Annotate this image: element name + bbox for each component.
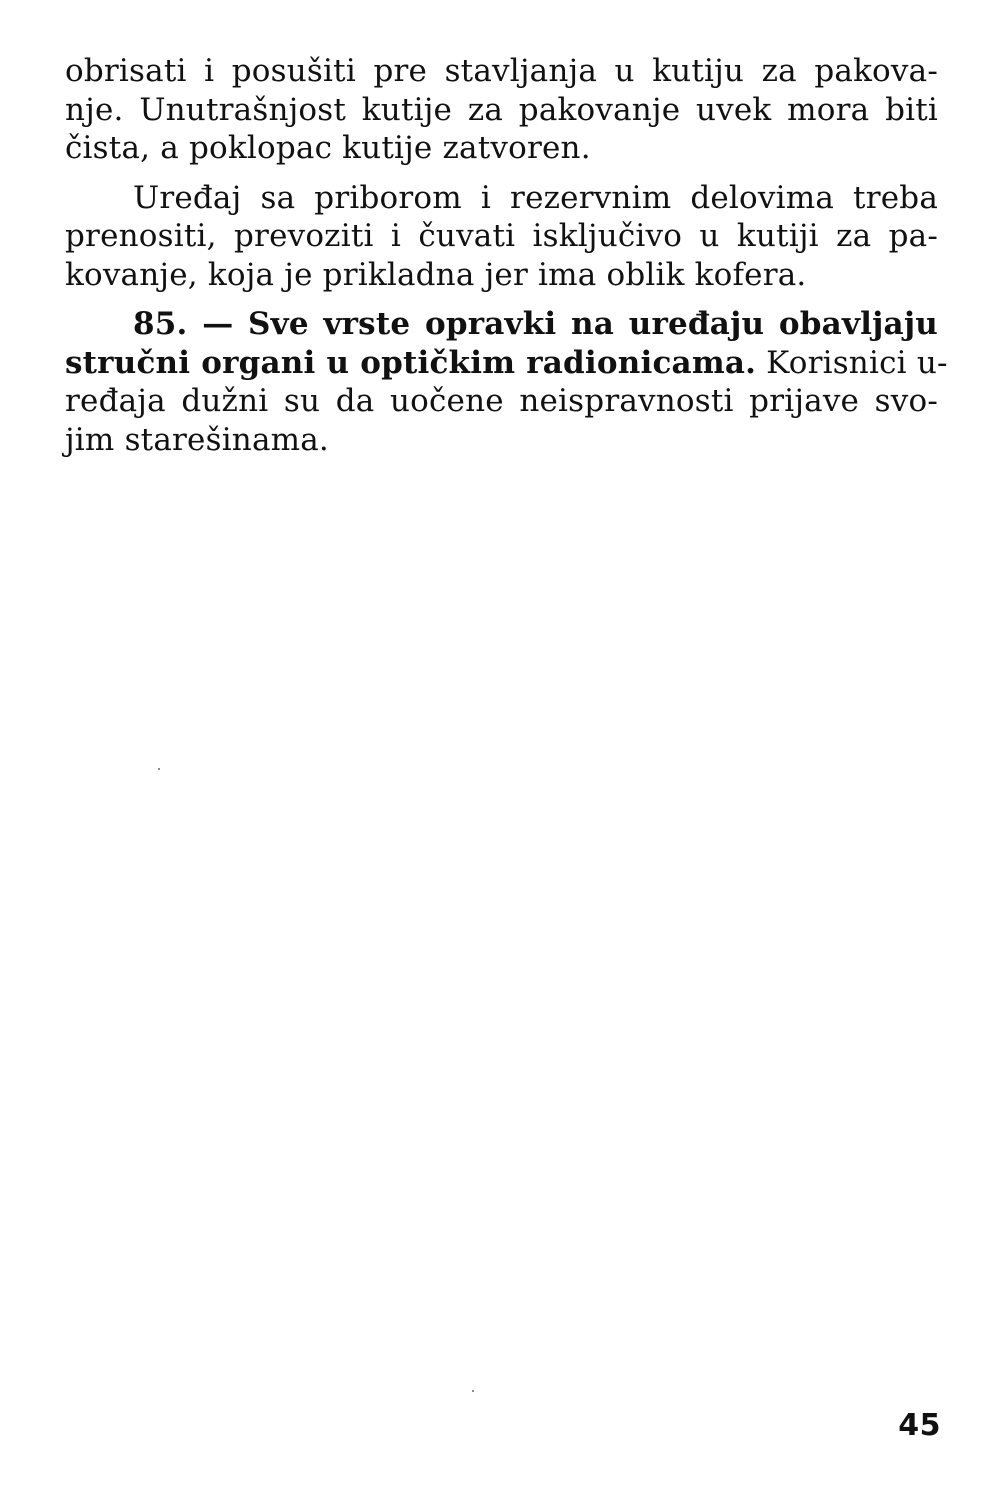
text-line: ređaja dužni su da uočene neispravnosti prijave svo- (65, 383, 938, 419)
text-line: čista, a poklopac kutije zatvoren. (65, 130, 591, 166)
section-heading-continued: stručni organi u optičkim radionicama. (65, 344, 757, 381)
text-line (65, 344, 948, 383)
paragraph-1 (65, 52, 938, 168)
stray-mark (472, 1390, 474, 1392)
body-text (65, 52, 948, 459)
paragraph-3 (65, 305, 948, 459)
text-line: obrisati i posušiti pre stavljanja u kutiju za pakova- (65, 53, 938, 89)
text-fragment: Korisnici u- (756, 344, 948, 381)
paragraph-2 (65, 179, 938, 295)
text-line: nje. Unutrašnjost kutije za pakovanje uvek mora biti (65, 91, 938, 128)
stray-mark (158, 768, 160, 770)
text-line: jim starešinama. (65, 421, 329, 458)
page-number: 45 (898, 1408, 941, 1443)
text-line: Uređaj sa priborom i rezervnim delovima treba (133, 179, 938, 216)
section-heading: 85. — Sve vrste opravki na uređaju obavljaju (133, 306, 938, 342)
text-line: kovanje, koja je prikladna jer ima oblik kofera. (65, 256, 807, 293)
text-line: prenositi, prevoziti i čuvati isključivo u kutiji za pa- (65, 218, 938, 254)
